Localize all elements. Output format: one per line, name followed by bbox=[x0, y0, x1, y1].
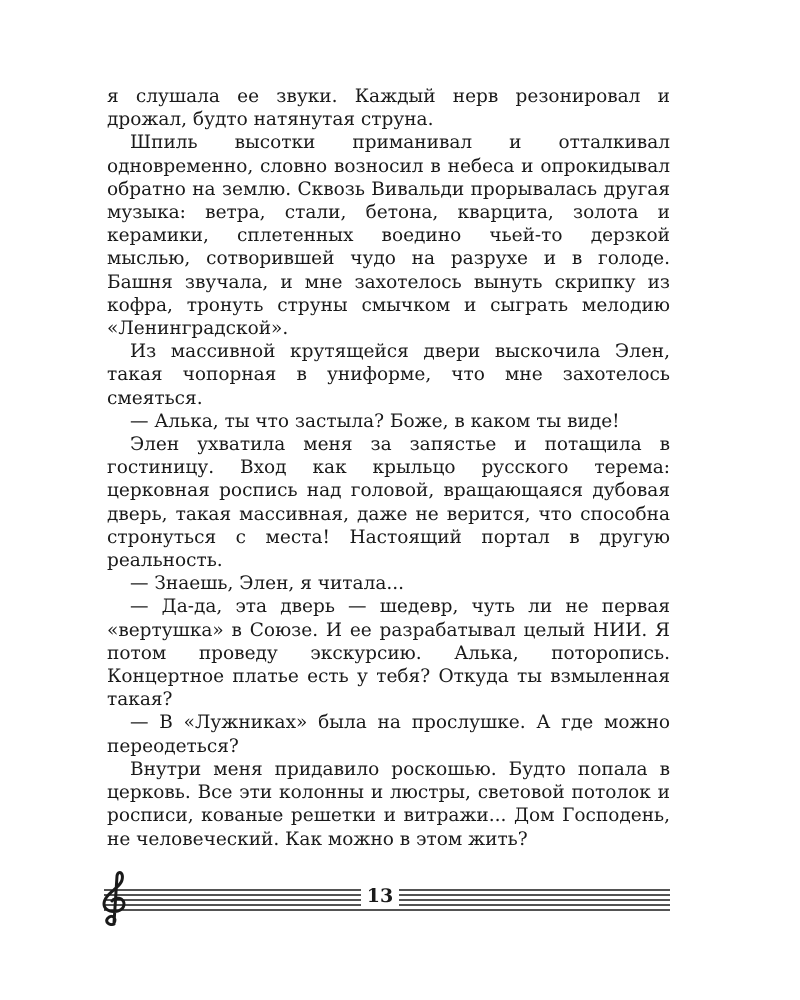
paragraph: — В «Лужниках» была на прослушке. А где можно переодеться? bbox=[107, 712, 670, 757]
page-footer bbox=[90, 868, 670, 932]
paragraph: — Знаешь, Элен, я читала... bbox=[130, 573, 404, 595]
paragraph: — Да-да, эта дверь — шедевр, чуть ли не первая «вертушка» в Союзе. И ее разрабатывал целый НИИ. Я потом проведу экскурсию. Алька, поторопись. Концертное платье есть у тебя? Откуда ты взмыленная такая? bbox=[107, 596, 670, 711]
paragraph: Шпиль высотки приманивал и отталкивал одновременно, словно возносил в небеса и опрокидывал обратно на землю. Сквозь Вивальди прорывалась другая музыка: ветра, стали, бетона, кварцита, золота и керамики, сплетенных воедино чьей-то дерзкой мыслью, сотворившей чудо на разрухе и в голоде. Башня звучала, и мне захотелось вынуть скрипку из кофра, тронуть струны смычком и сыграть мелодию «Ленинградской». bbox=[107, 132, 670, 340]
paragraph: Из массивной крутящейся двери выскочила Элен, такая чопорная в униформе, что мне захотелось смеяться. bbox=[107, 341, 670, 409]
paragraph: я слушала ее звуки. Каждый нерв резонировал и дрожал, будто натянутая струна. bbox=[107, 86, 670, 131]
paragraph: — Алька, ты что застыла? Боже, в каком ты виде! bbox=[130, 410, 620, 432]
paragraph: Внутри меня придавило роскошью. Будто попала в церковь. Все эти колонны и люстры, световой потолок и росписи, кованые решетки и витражи... Дом Господень, не человеческий. Как можно в этом жить? bbox=[107, 758, 670, 850]
page-number: 13 bbox=[90, 885, 670, 907]
body-text bbox=[107, 85, 670, 851]
paragraph: Элен ухватила меня за запястье и потащила в гостиницу. Вход как крыльцо русского терема: церковная роспись над головой, вращающаяся дубовая дверь, такая массивная, даже не верится, что способна стронуться с места! Настоящий портал в другую реальность. bbox=[107, 434, 670, 572]
